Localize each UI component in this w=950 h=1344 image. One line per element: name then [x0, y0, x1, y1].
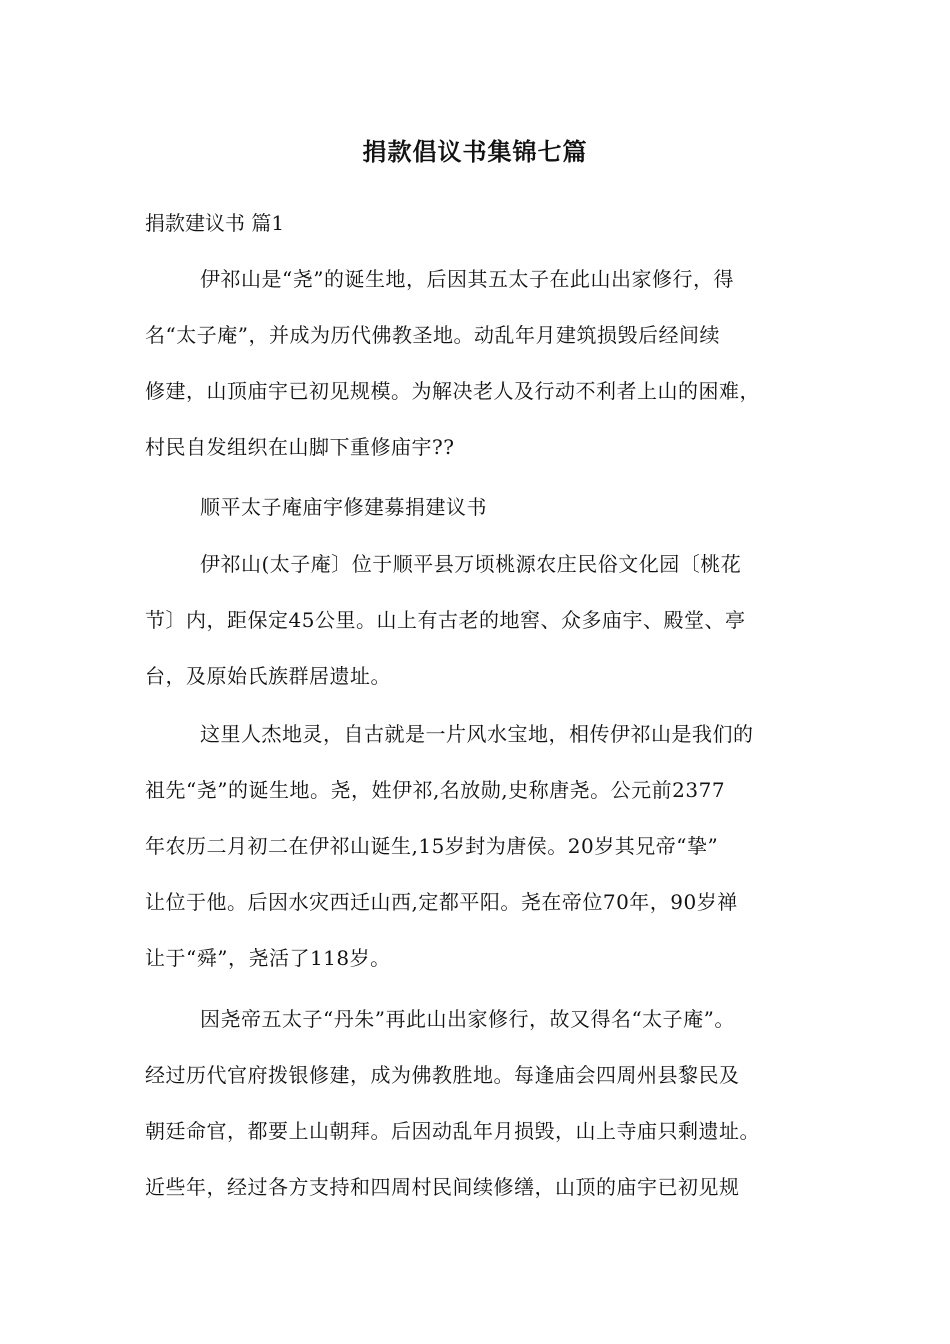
paragraph-line: 年农历二月初二在伊祁山诞生,15岁封为唐侯。20岁其兄帝“挚” — [145, 834, 719, 858]
paragraph-line: 村民自发组织在山脚下重修庙宇?? — [145, 435, 455, 459]
paragraph-line: 让位于他。后因水灾西迁山西,定都平阳。尧在帝位70年，90岁禅 — [145, 890, 738, 914]
paragraph-line: 这里人杰地灵，自古就是一片风水宝地，相传伊祁山是我们的 — [200, 722, 754, 746]
paragraph-line: 祖先“尧”的诞生地。尧，姓伊祁,名放勋,史称唐尧。公元前2377 — [145, 778, 726, 802]
paragraph-line: 名“太子庵”，并成为历代佛教圣地。动乱年月建筑损毁后经间续 — [145, 323, 720, 347]
paragraph-line: 近些年，经过各方支持和四周村民间续修缮，山顶的庙宇已初见规 — [145, 1175, 740, 1199]
document-title: 捐款倡议书集锦七篇 — [362, 137, 588, 166]
paragraph-line: 台，及原始氏族群居遗址。 — [145, 664, 391, 688]
subheading-line: 顺平太子庵庙宇修建募捐建议书 — [200, 495, 487, 519]
paragraph-line: 修建，山顶庙宇已初见规模。为解决老人及行动不利者上山的困难， — [145, 379, 760, 403]
paragraph-line: 朝廷命官，都要上山朝拜。后因动乱年月损毁，山上寺庙只剩遗址。 — [145, 1119, 760, 1143]
section-heading: 捐款建议书 篇1 — [145, 211, 285, 235]
paragraph-line: 节〕内，距保定45公里。山上有古老的地窖、众多庙宇、殿堂、亭 — [145, 608, 746, 632]
paragraph-line: 经过历代官府拨银修建，成为佛教胜地。每逢庙会四周州县黎民及 — [145, 1063, 740, 1087]
paragraph-line: 伊祁山是“尧”的诞生地，后因其五太子在此山出家修行，得 — [200, 267, 734, 291]
paragraph-line: 因尧帝五太子“丹朱”再此山出家修行，故又得名“太子庵”。 — [200, 1007, 735, 1031]
paragraph-line: 让于“舜”，尧活了118岁。 — [145, 946, 391, 970]
paragraph-line: 伊祁山(太子庵〕位于顺平县万顷桃源农庄民俗文化园〔桃花 — [200, 552, 742, 576]
